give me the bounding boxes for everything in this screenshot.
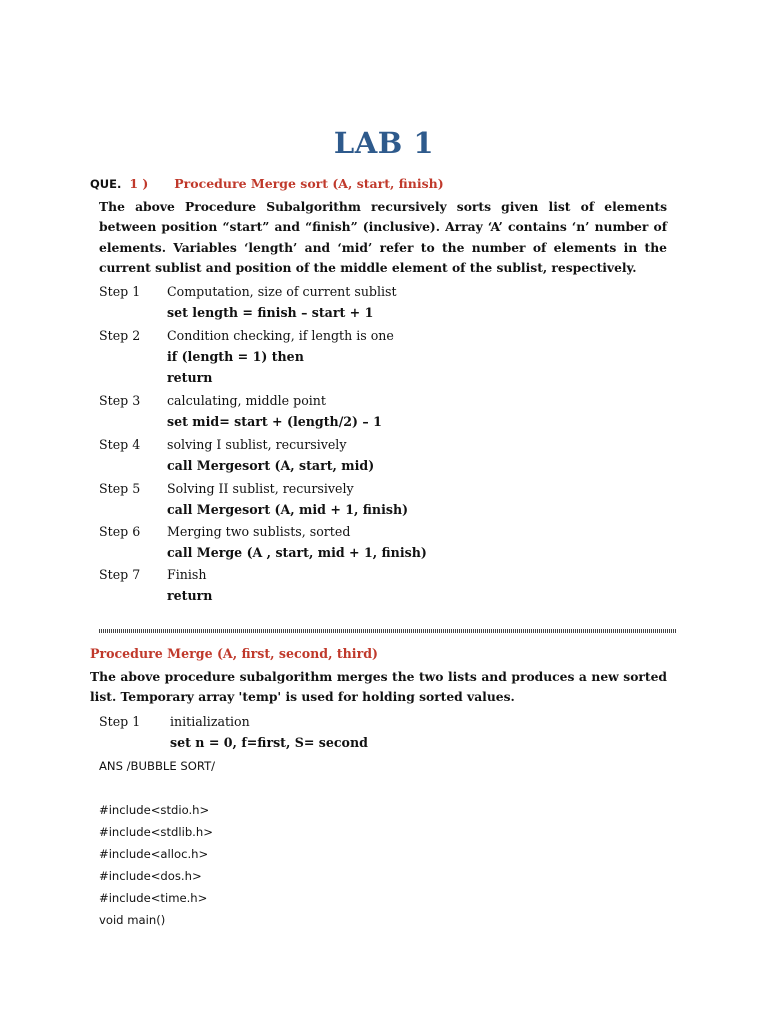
step-description: Finish	[167, 567, 207, 582]
procedure-merge-title: Procedure Merge (A, first, second, third)	[90, 646, 378, 661]
step-label: Step 2	[99, 328, 141, 343]
step-code: call Mergesort (A, start, mid)	[167, 458, 375, 473]
code-line: #include<dos.h>	[99, 869, 202, 883]
step-code: call Merge (A , start, mid + 1, finish)	[167, 545, 427, 560]
step-label: Step 6	[99, 524, 141, 539]
code-line: #include<time.h>	[99, 891, 208, 905]
step-label: Step 5	[99, 481, 141, 496]
dotted-divider	[99, 629, 677, 633]
question-label: QUE.	[90, 177, 122, 191]
step-code: return	[167, 588, 213, 603]
page-title: LAB 1	[333, 126, 435, 160]
step-description: Solving II sublist, recursively	[167, 481, 354, 496]
code-line: #include<alloc.h>	[99, 847, 209, 861]
step-description: initialization	[170, 714, 250, 729]
answer-label: ANS /BUBBLE SORT/	[99, 759, 216, 773]
description-paragraph: The above Procedure Subalgorithm recursively sorts given list of elements between position “start” and “finish” (inclusive). Array ‘A’ contains ‘n’ number of elements. Variables ‘length’ and ‘mid’ refer to the number of elements in the current sublist and position of the middle element of the sublist, respectively.	[99, 199, 667, 275]
step-description: solving I sublist, recursively	[167, 437, 347, 452]
step-code: call Mergesort (A, mid + 1, finish)	[167, 502, 409, 517]
merge-description-paragraph: The above procedure subalgorithm merges the two lists and produces a new sorted list. Temporary array 'temp' is used for holding sorted values.	[90, 669, 667, 705]
step-description: Computation, size of current sublist	[167, 284, 397, 299]
step-description: Condition checking, if length is one	[167, 328, 394, 343]
step-label: Step 1	[99, 284, 141, 299]
step-description: Merging two sublists, sorted	[167, 524, 351, 539]
code-line: void main()	[99, 913, 166, 927]
step-label: Step 4	[99, 437, 141, 452]
merge-step-code: set n = 0, f=first, S= second	[170, 735, 368, 750]
question-number: 1 )	[129, 176, 149, 191]
step-code: set length = finish – start + 1	[167, 305, 374, 320]
step-code: set mid= start + (length/2) – 1	[167, 414, 382, 429]
merge-step-row	[99, 714, 250, 729]
procedure-title: Procedure Merge sort (A, start, finish)	[174, 176, 444, 191]
step-label: Step 7	[99, 567, 141, 582]
question-heading	[90, 176, 444, 191]
code-line: #include<stdlib.h>	[99, 825, 213, 839]
step-label: Step 1	[99, 714, 141, 729]
step-label: Step 3	[99, 393, 141, 408]
step-description: calculating, middle point	[167, 393, 326, 408]
code-line: #include<stdio.h>	[99, 803, 210, 817]
step-code: if (length = 1) then	[167, 349, 304, 364]
step-code: return	[167, 370, 213, 385]
